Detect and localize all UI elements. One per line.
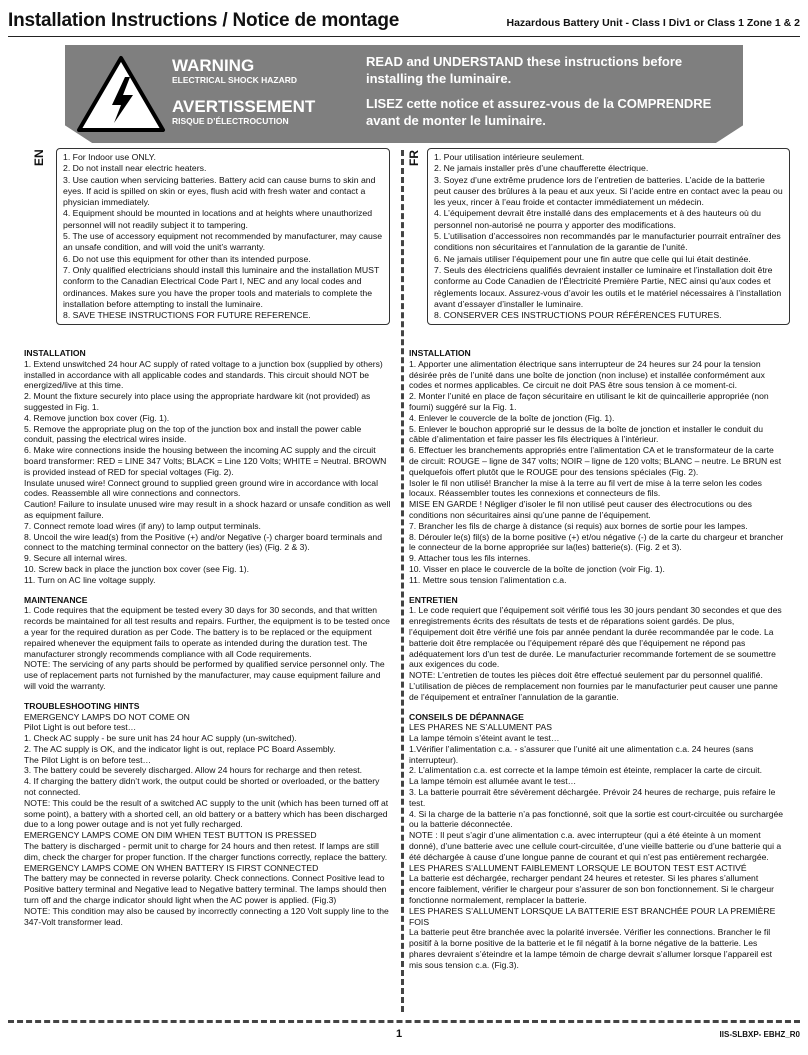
installation-list-fr — [409, 359, 784, 586]
troubleshooting-item: La lampe témoin s’éteint avant le test… — [409, 733, 560, 744]
footer-rule — [8, 1020, 800, 1023]
installation-step: 11. Mettre sous tension l’alimentation c.a. — [409, 574, 567, 585]
safety-item: 1. For Indoor use ONLY. — [63, 152, 156, 162]
troubleshooting-item: La lampe témoin est allumée avant le test… — [409, 776, 577, 787]
installation-step: 8. Dérouler le(s) fil(s) de la borne positive (+) et/ou négative (-) de la carte du chargeur et brancher le connecteur de la borne appropriée sur la(les) batterie(s). (Fig. 2 et 3). — [409, 531, 784, 553]
troubleshooting-heading-fr: CONSEILS DE DÉPANNAGE — [409, 711, 524, 722]
installation-step: 2. Mount the fixture securely into place using the appropriate hardware kit (not provided) as suggested in Fig. 1. — [24, 391, 371, 412]
safety-item: 5. The use of accessory equipment not recommended by manufacturer, may cause an unsafe condition, and will void the unit’s warranty. — [63, 231, 383, 253]
maintenance-item: 1. Le code requiert que l’équipement soit vérifié tous les 30 jours pendant 30 secondes et que des enregistrements écrits des résultats de tests et de réparations soient gardés. De plus, l’équipement doit être vérifié une fois par année pendant la durée recommandée par le code. La batterie doit être remplacée ou l’équipement réparé dès que l’équipement ne répond pas adéquatement lors d’un test de durée. Le manufacturier recommande fortement de se soumettre aux exigences du code. — [409, 605, 782, 670]
safety-item: 3. Use caution when servicing batteries. Battery acid can cause burns to skin and eyes. If acid is spilled on skin or eyes, flush acid with fresh water and contact a physician immediately. — [63, 174, 376, 208]
warning-title-fr: AVERTISSEMENT — [172, 97, 316, 116]
safety-item: 6. Ne jamais utiliser l’équipement pour une fin autre que celle qui lui était destinée. — [434, 253, 751, 264]
troubleshooting-item: EMERGENCY LAMPS COME ON DIM WHEN TEST BUTTON IS PRESSED — [24, 830, 317, 841]
troubleshooting-item: EMERGENCY LAMPS DO NOT COME ON — [24, 711, 190, 722]
installation-list-en — [24, 359, 392, 586]
installation-step: Caution! Failure to insulate unused wire may result in a shock hazard or unsafe condition as well as equipment failure. — [24, 499, 391, 520]
troubleshooting-item: The Pilot Light is on before test… — [24, 754, 152, 765]
troubleshooting-heading-en: TROUBLESHOOTING HINTS — [24, 700, 140, 711]
installation-step: 7. Brancher les fils de charge à distance (si requis) aux bornes de sortie pour les lampes. — [409, 520, 748, 531]
installation-step: 8. Uncoil the wire lead(s) from the Positive (+) and/or Negative (-) charger board terminals and connect to the matching terminal connector on the battery (ies) (Fig. 2 & 3). — [24, 531, 382, 553]
installation-step: 1. Apporter une alimentation électrique sans interrupteur de 24 heures sur 24 pour la tension désirée près de l’unité dans une boîte de jonction (non incluse) et installée conformément aux codes et normes applicables. Ce circuit ne doit PAS être sous tension à ce moment-ci. — [409, 358, 765, 391]
installation-step: Isoler le fil non utilisé! Brancher la mise à la terre au fil vert de mise à la terre selon les codes locaux. Réassembler toutes les connexions et connecteurs de fils. — [409, 477, 762, 499]
content-column-fr — [409, 348, 784, 971]
safety-item: 7. Only qualified electricians should install this luminaire and the installation MUST conform to the Canadian Electrical Code Part I, NEC and any local codes and ordinances. Makes sure you have the proper tools and materials to complete the installation before attempting to install the luminaire. — [63, 264, 380, 309]
safety-item: 4. Equipment should be mounted in locations and at heights where unauthorized personnel will not readily subject it to tampering. — [63, 208, 373, 230]
installation-step: 4. Enlever le couvercle de la boîte de jonction (Fig. 1). — [409, 412, 615, 423]
installation-step: 7. Connect remote load wires (if any) to lamp output terminals. — [24, 520, 261, 531]
electrical-shock-warning-icon — [76, 55, 166, 133]
installation-step: 10. Visser en place le couvercle de la boîte de jonction (voir Fig. 1). — [409, 563, 665, 574]
troubleshooting-item: 4. If charging the battery didn’t work, the output could be shorted or overloaded, or the battery not connected. — [24, 776, 380, 798]
installation-step: 6. Make wire connections inside the housing between the incoming AC supply and the circuit board transformer: RED = LINE 347 Volts; BLACK = Line 120 Volts; WHITE = Neutral. BROWN is provided instead of RED for special voltages (Fig. 2). — [24, 445, 387, 477]
installation-step: 5. Remove the appropriate plug on the top of the junction box and install the power cable conduit, passing the electrical wires inside. — [24, 423, 362, 445]
troubleshooting-item: LES PHARES S’ALLUMENT FAIBLEMENT LORSQUE LE BOUTON TEST EST ACTIVÉ — [409, 862, 747, 873]
safety-item: 4. L’équipement devrait être installé dans des emplacements et à des hauteurs où du personnel non-autorisé ne pourra y apporter des modifications. — [434, 208, 761, 230]
safety-item: 6. Do not use this equipment for other than its intended purpose. — [63, 253, 311, 264]
troubleshooting-item: EMERGENCY LAMPS COME ON WHEN BATTERY IS FIRST CONNECTED — [24, 862, 319, 873]
installation-heading-en: INSTALLATION — [24, 348, 86, 358]
installation-step: 5. Enlever le bouchon approprié sur le dessus de la boîte de jonction et installer le conduit du câble d’alimentation et faire passer les fils électriques à l’intérieur. — [409, 423, 764, 445]
maintenance-item: NOTE: The servicing of any parts should be performed by qualified service personnel only. The use of replacement parts not furnished by the manufacturer, may cause equipment failure and will void the warranty. — [24, 659, 385, 691]
troubleshooting-item: 1.Vérifier l’alimentation c.a. - s’assurer que l’unité ait une alimentation c.a. 24 heures (sans interrupteur). — [409, 743, 754, 765]
troubleshooting-item: NOTE: This could be the result of a switched AC supply to the unit (which has been turned off at some point), a battery with a shorted cell, an old battery or a battery which has been discharged due to a long power outage and is not yet fully recharged. — [24, 797, 389, 830]
maintenance-heading-fr: ENTRETIEN — [409, 594, 458, 605]
read-notice-en: READ and UNDERSTAND these instructions before installing the luminaire. — [366, 54, 683, 86]
product-subtitle: Hazardous Battery Unit - Class I Div1 or Class 1 Zone 1 & 2 — [506, 17, 800, 29]
troubleshooting-item: 4. Si la charge de la batterie n’a pas fonctionné, soit que la sortie est court-circuitée ou surchargée ou la batterie déconnectée. — [409, 808, 784, 830]
installation-step: Insulate unused wire! Connect ground to supplied green ground wire in accordance with local codes. Reassemble all wire connections and connectors. — [24, 477, 378, 499]
maintenance-list-fr — [409, 605, 784, 702]
troubleshooting-item: Pilot Light is out before test… — [24, 722, 137, 733]
safety-item: 1. Pour utilisation intérieure seulement. — [434, 152, 585, 162]
warning-subtitle-fr: RISQUE D’ÉLECTROCUTION — [172, 116, 289, 126]
troubleshooting-list-fr — [409, 722, 784, 970]
maintenance-heading-en: MAINTENANCE — [24, 594, 88, 605]
installation-step: 4. Remove junction box cover (Fig. 1). — [24, 412, 170, 423]
troubleshooting-item: 3. La batterie pourrait être sévèrement déchargée. Prévoir 24 heures de recharge, puis refaire le test. — [409, 787, 776, 808]
troubleshooting-item: The battery is discharged - permit unit to charge for 24 hours and then retest. If lamps are still dim, check the charger for proper function. If the charger functions correctly, replace the battery. — [24, 841, 388, 862]
column-divider — [401, 150, 404, 1012]
troubleshooting-item: NOTE: This condition may also be caused by incorrectly connecting a 120 Volt supply line to the 347-Volt transformer lead. — [24, 905, 389, 927]
troubleshooting-item: 2. L’alimentation c.a. est correcte et la lampe témoin est éteinte, remplacer la carte de circuit. — [409, 765, 762, 776]
maintenance-item: 1. Code requires that the equipment be tested every 30 days for 30 seconds, and that written records be maintained for all test results and repairs. Further, the equipment is to be tested once a year for the required duration as per Code. The battery is to be replaced or the equipment repaired whenever the equipment fails to operate as intended during the duration test. The manufacturer strongly recommends compliance with all Code requirements. — [24, 605, 390, 659]
troubleshooting-item: 3. The battery could be severely discharged. Allow 24 hours for recharge and then retest. — [24, 765, 363, 776]
safety-item: 3. Soyez d’une extrême prudence lors de l’entretien de batteries. L’acide de la batterie peut causer des brûlures à la peau et aux yeux. Si l’acide entre en contact avec la peau ou les yeux, rincer à l’eau froide et contacter immédiatement un médecin. — [434, 174, 783, 208]
safety-box-fr — [427, 148, 790, 325]
page-number: 1 — [396, 1028, 403, 1040]
installation-step: 6. Effectuer les branchements appropriés entre l’alimentation CA et le transformateur de la carte de circuit: ROUGE – ligne de 347 volts; NOIR – ligne de 120 volts; BLANC – neutre. Le BRUN est quelquefois offert plutôt que le ROUGE pour des tensions spéciales (Fig. 2). — [409, 445, 782, 477]
safety-box-en — [56, 148, 390, 325]
safety-item: 8. SAVE THESE INSTRUCTIONS FOR FUTURE REFERENCE. — [63, 310, 311, 321]
installation-step: MISE EN GARDE ! Négliger d’isoler le fil non utilisé peut causer des électrocutions ou des conditions non sécuritaires ainsi qu’une panne de l’équipement. — [409, 499, 752, 520]
safety-item: 2. Ne jamais installer près d’une chaufferette électrique. — [434, 163, 649, 174]
safety-item: 5. L’utilisation d’accessoires non recommandés par le manufacturier pourrait entraîner des conditions non sécuritaires et l’annulation de la garantie de l’unité. — [434, 231, 781, 253]
troubleshooting-list-en — [24, 712, 392, 928]
language-tag-fr: FR — [407, 150, 421, 166]
safety-item: 2. Do not install near electric heaters. — [63, 163, 207, 174]
read-notice-fr: LISEZ cette notice et assurez-vous de la COMPRENDRE avant de monter le luminaire. — [366, 96, 712, 128]
installation-step: 10. Screw back in place the junction box cover (see Fig. 1). — [24, 563, 249, 574]
header-rule — [8, 36, 800, 37]
troubleshooting-item: LES PHARES S’ALLUMENT LORSQUE LA BATTERIE EST BRANCHÉE POUR LA PREMIÈRE FOIS — [409, 905, 776, 927]
safety-item: 8. CONSERVER CES INSTRUCTIONS POUR RÉFÉRENCES FUTURES. — [434, 310, 722, 321]
installation-step: 9. Secure all internal wires. — [24, 553, 128, 564]
page-title: Installation Instructions / Notice de montage — [8, 10, 400, 31]
installation-step: 2. Monter l’unité en place de façon sécuritaire en utilisant le kit de quincaillerie appropriée (non fourni) suggéré sur la Fig. 1. — [409, 391, 769, 412]
troubleshooting-item: NOTE : Il peut s’agir d’une alimentation c.a. avec interrupteur (qui a été éteinte à un moment donné), d’une batterie avec une cellule court-circuitée, d’une vieille batterie ou d’une batterie qui a été déchargée à cause d’une longue panne de courant et qui n’est pas entièrement rechargée. — [409, 830, 782, 862]
safety-item: 7. Seuls des électriciens qualifiés devraient installer ce luminaire et l’installation doit être conforme au Code Canadien de l’Électricité Première Partie, NEC ainsi qu’aux codes et règlements locaux. Assurez-vous d’avoir les outils et le matériel nécessaires à l’installation avant d’essayer d’installer le luminaire. — [434, 264, 782, 309]
installation-heading-fr: INSTALLATION — [409, 348, 471, 358]
troubleshooting-item: 2. The AC supply is OK, and the indicator light is out, replace PC Board Assembly. — [24, 743, 336, 754]
troubleshooting-item: 1. Check AC supply - be sure unit has 24 hour AC supply (un-switched). — [24, 733, 297, 744]
troubleshooting-item: The battery may be connected in reverse polarity. Check connections. Connect Positive lead to Positive battery terminal and Negative lead to Negative battery terminal. The lamps should then turn off and the charge indicator should light when the AC power is applied. (Fig.3) — [24, 873, 387, 906]
maintenance-item: NOTE: L’entretien de toutes les pièces doit être effectué seulement par du personnel qualifié. L’utilisation de pièces de remplacement non fournies par le manufacturier peut causer une panne de l’équipement et entraîner l’annulation de la garantie. — [409, 670, 778, 702]
installation-step: 9. Attacher tous les fils internes. — [409, 553, 531, 564]
document-code: IIS-SLBXP- EBHZ_R0 — [719, 1030, 800, 1039]
warning-title-en: WARNING — [172, 56, 255, 75]
troubleshooting-item: La batterie est déchargée, recharger pendant 24 heures et retester. Si les phares s’allument encore faiblement, vérifier le chargeur pour s’assurer de son bon fonctionnement. Si le chargeur fonctionne normalement, remplacer la batterie. — [409, 873, 774, 906]
troubleshooting-item: LES PHARES NE S’ALLUMENT PAS — [409, 722, 552, 733]
maintenance-list-en — [24, 605, 392, 691]
installation-step: 1. Extend unswitched 24 hour AC supply of rated voltage to a junction box (supplied by others) installed in accordance with all applicable codes and standards. This circuit should NOT be energized/live at this time. — [24, 358, 383, 391]
warning-subtitle-en: ELECTRICAL SHOCK HAZARD — [172, 75, 297, 85]
installation-step: 11. Turn on AC line voltage supply. — [24, 574, 156, 585]
content-column-en — [24, 348, 392, 927]
troubleshooting-item: La batterie peut être branchée avec la polarité inversée. Vérifier les connections. Brancher le fil positif à la borne positive de la batterie et le fil négatif à la borne négative de la batterie. Les phares devraient s’éteindre et la lampe témoin de charge devrait s’allumer lorsque l’appareil est mis sous tension c.a. (Fig.3). — [409, 927, 773, 970]
language-tag-en: EN — [32, 149, 46, 166]
